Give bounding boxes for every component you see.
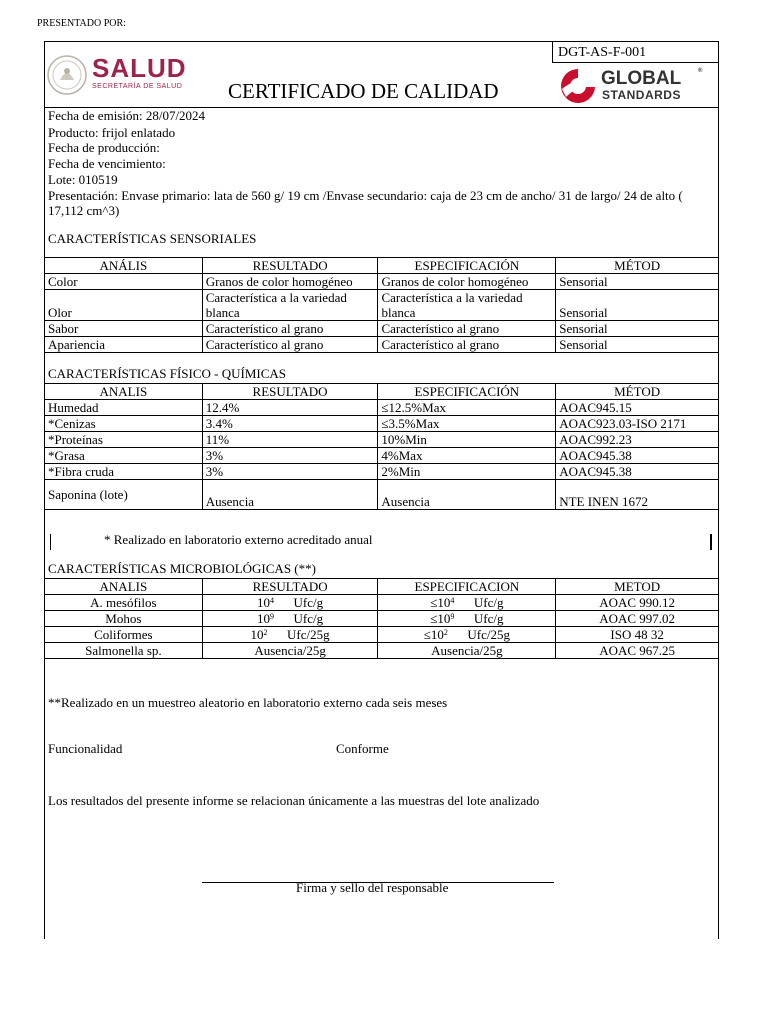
table-cell bbox=[378, 611, 556, 627]
table-cell: *Fibra cruda bbox=[45, 464, 203, 480]
table-row bbox=[45, 611, 719, 627]
table-cell: 2%Min bbox=[378, 464, 556, 480]
table-cell: 12.4% bbox=[202, 400, 378, 416]
table-cell: Sensorial bbox=[556, 321, 719, 337]
sampling-note: **Realizado en un muestreo aleatorio en laboratorio externo cada seis meses bbox=[48, 695, 448, 710]
result-exponent: 4 bbox=[270, 596, 275, 605]
header-cell: RESULTADO bbox=[202, 258, 378, 274]
global-standards-swirl-icon bbox=[558, 67, 598, 105]
table-cell: *Proteínas bbox=[45, 432, 203, 448]
table-cell: Característico al grano bbox=[202, 337, 378, 353]
table-cell: AOAC992.23 bbox=[556, 432, 719, 448]
table-cell: A. mesófilos bbox=[45, 595, 203, 611]
spec-unit: Ufc/g bbox=[473, 611, 504, 626]
document-code: DGT-AS-F-001 bbox=[558, 45, 647, 60]
table-cell: Característica a la variedad blanca bbox=[378, 290, 556, 321]
table-cell: Granos de color homogéneo bbox=[202, 274, 378, 290]
table-cell: AOAC 997.02 bbox=[556, 611, 719, 627]
table-cell: Saponina (lote) bbox=[45, 480, 203, 510]
table-cell: Ausencia/25g bbox=[202, 643, 378, 659]
table-cell: Mohos bbox=[45, 611, 203, 627]
table-row bbox=[45, 416, 719, 432]
table-row bbox=[45, 480, 719, 510]
result-base: 10 bbox=[250, 627, 264, 642]
certificate-title: CERTIFICADO DE CALIDAD bbox=[228, 79, 499, 103]
table-cell: Color bbox=[45, 274, 203, 290]
table-cell: ≤3.5%Max bbox=[378, 416, 556, 432]
functionality-label: Funcionalidad bbox=[48, 741, 123, 756]
table-cell: Ausencia/25g bbox=[378, 643, 556, 659]
mexico-seal-icon bbox=[46, 54, 88, 96]
spec-exponent: 4 bbox=[450, 596, 455, 605]
table-cell: AOAC 967.25 bbox=[556, 643, 719, 659]
results-disclaimer: Los resultados del presente informe se relacionan únicamente a las muestras del lote analizado bbox=[48, 793, 540, 808]
table-cell: AOAC945.38 bbox=[556, 448, 719, 464]
physicochemical-table bbox=[44, 383, 719, 510]
table-cell bbox=[378, 595, 556, 611]
presented-by-label: PRESENTADO POR: bbox=[37, 18, 126, 29]
table-cell bbox=[202, 595, 378, 611]
table-row bbox=[45, 274, 719, 290]
physicochemical-title: CARACTERÍSTICAS FÍSICO - QUÍMICAS bbox=[48, 366, 286, 381]
spec-exponent: 2 bbox=[443, 628, 448, 637]
external-lab-note: * Realizado en laboratorio externo acreditado anual bbox=[104, 532, 373, 547]
spec-prefix: ≤10 bbox=[430, 595, 451, 610]
frame-top bbox=[44, 41, 719, 42]
table-cell: AOAC945.15 bbox=[556, 400, 719, 416]
table-row bbox=[45, 321, 719, 337]
table-row bbox=[45, 337, 719, 353]
table-cell: Sabor bbox=[45, 321, 203, 337]
table-cell: ≤12.5%Max bbox=[378, 400, 556, 416]
expiry-date: Fecha de vencimiento: bbox=[48, 156, 166, 171]
table-row bbox=[45, 643, 719, 659]
table-cell: 10%Min bbox=[378, 432, 556, 448]
table-header-row bbox=[45, 258, 719, 274]
table-cell bbox=[202, 611, 378, 627]
table-row bbox=[45, 448, 719, 464]
presentation: Presentación: Envase primario: lata de 560 g/ 19 cm /Envase secundario: caja de 23 cm de ancho/ 31 de largo/ 24 de alto ( 17,112 cm^3) bbox=[48, 188, 683, 218]
table-cell: Ausencia bbox=[202, 480, 378, 510]
header-cell: ANÁLIS bbox=[45, 258, 203, 274]
table-cell: Característico al grano bbox=[378, 337, 556, 353]
global-logo-registered: ® bbox=[698, 68, 703, 74]
global-logo-line1: GLOBAL bbox=[601, 68, 682, 89]
table-cell: 3% bbox=[202, 464, 378, 480]
table-cell: Granos de color homogéneo bbox=[378, 274, 556, 290]
microbiological-title: CARACTERÍSTICAS MICROBIOLÓGICAS (**) bbox=[48, 561, 316, 576]
table-cell: Sensorial bbox=[556, 290, 719, 321]
spec-prefix: ≤10 bbox=[423, 627, 444, 642]
table-cell: NTE INEN 1672 bbox=[556, 480, 719, 510]
table-cell: 3.4% bbox=[202, 416, 378, 432]
sensorial-title: CARACTERÍSTICAS SENSORIALES bbox=[48, 231, 257, 246]
result-unit: Ufc/g bbox=[293, 595, 324, 610]
spec-prefix: ≤10 bbox=[430, 611, 451, 626]
salud-logo-text: SALUD bbox=[92, 53, 187, 83]
table-cell: AOAC945.38 bbox=[556, 464, 719, 480]
table-cell bbox=[378, 627, 556, 643]
table-header-row bbox=[45, 384, 719, 400]
table-row bbox=[45, 400, 719, 416]
spec-exponent: 9 bbox=[450, 612, 455, 621]
table-cell: Ausencia bbox=[378, 480, 556, 510]
table-cell: Humedad bbox=[45, 400, 203, 416]
header-cell: MÉTOD bbox=[556, 384, 719, 400]
header-cell: MÉTOD bbox=[556, 258, 719, 274]
spec-unit: Ufc/g bbox=[473, 595, 504, 610]
table-cell bbox=[202, 627, 378, 643]
table-header-row bbox=[45, 579, 719, 595]
header-cell: ESPECIFICACIÓN bbox=[378, 384, 556, 400]
global-logo-line2: STANDARDS bbox=[602, 88, 681, 102]
note-bracket-right bbox=[710, 534, 712, 550]
microbiological-table bbox=[44, 578, 719, 659]
header-cell: ESPECIFICACION bbox=[378, 579, 556, 595]
result-unit: Ufc/g bbox=[293, 611, 324, 626]
header-cell: ESPECIFICACIÓN bbox=[378, 258, 556, 274]
functionality-value: Conforme bbox=[336, 741, 389, 756]
table-cell: Coliformes bbox=[45, 627, 203, 643]
table-cell: Salmonella sp. bbox=[45, 643, 203, 659]
table-cell: Característica a la variedad blanca bbox=[202, 290, 378, 321]
signature-label: Firma y sello del responsable bbox=[296, 880, 449, 895]
code-box-left bbox=[552, 41, 553, 63]
production-date: Fecha de producción: bbox=[48, 140, 160, 155]
table-cell: *Cenizas bbox=[45, 416, 203, 432]
table-row bbox=[45, 290, 719, 321]
result-exponent: 9 bbox=[270, 612, 275, 621]
header-cell: RESULTADO bbox=[202, 384, 378, 400]
table-row bbox=[45, 595, 719, 611]
table-cell: AOAC923.03-ISO 2171 bbox=[556, 416, 719, 432]
table-cell: Sensorial bbox=[556, 274, 719, 290]
table-cell: Olor bbox=[45, 290, 203, 321]
table-cell: Característico al grano bbox=[202, 321, 378, 337]
table-cell: ISO 48 32 bbox=[556, 627, 719, 643]
table-cell: Apariencia bbox=[45, 337, 203, 353]
header-cell: ANALIS bbox=[45, 579, 203, 595]
result-unit: Ufc/25g bbox=[287, 627, 330, 642]
header-cell: ANALIS bbox=[45, 384, 203, 400]
table-row bbox=[45, 627, 719, 643]
issue-date: Fecha de emisión: 28/07/2024 bbox=[48, 108, 206, 123]
table-cell: *Grasa bbox=[45, 448, 203, 464]
table-cell: 4%Max bbox=[378, 448, 556, 464]
result-exponent: 2 bbox=[263, 628, 268, 637]
result-base: 10 bbox=[257, 611, 271, 626]
salud-logo-subtitle: SECRETARÍA DE SALUD bbox=[92, 83, 183, 90]
sensorial-table bbox=[44, 257, 719, 353]
table-cell: Característico al grano bbox=[378, 321, 556, 337]
table-row bbox=[45, 464, 719, 480]
spec-unit: Ufc/25g bbox=[467, 627, 510, 642]
product: Producto: frijol enlatado bbox=[48, 125, 176, 140]
table-cell: 3% bbox=[202, 448, 378, 464]
header-cell: RESULTADO bbox=[202, 579, 378, 595]
header-cell: METOD bbox=[556, 579, 719, 595]
note-bracket-left bbox=[50, 534, 51, 550]
table-cell: AOAC 990.12 bbox=[556, 595, 719, 611]
table-cell: 11% bbox=[202, 432, 378, 448]
lot-number: Lote: 010519 bbox=[48, 172, 118, 187]
code-box-bottom bbox=[552, 62, 719, 63]
table-row bbox=[45, 432, 719, 448]
table-cell: Sensorial bbox=[556, 337, 719, 353]
result-base: 10 bbox=[257, 595, 271, 610]
